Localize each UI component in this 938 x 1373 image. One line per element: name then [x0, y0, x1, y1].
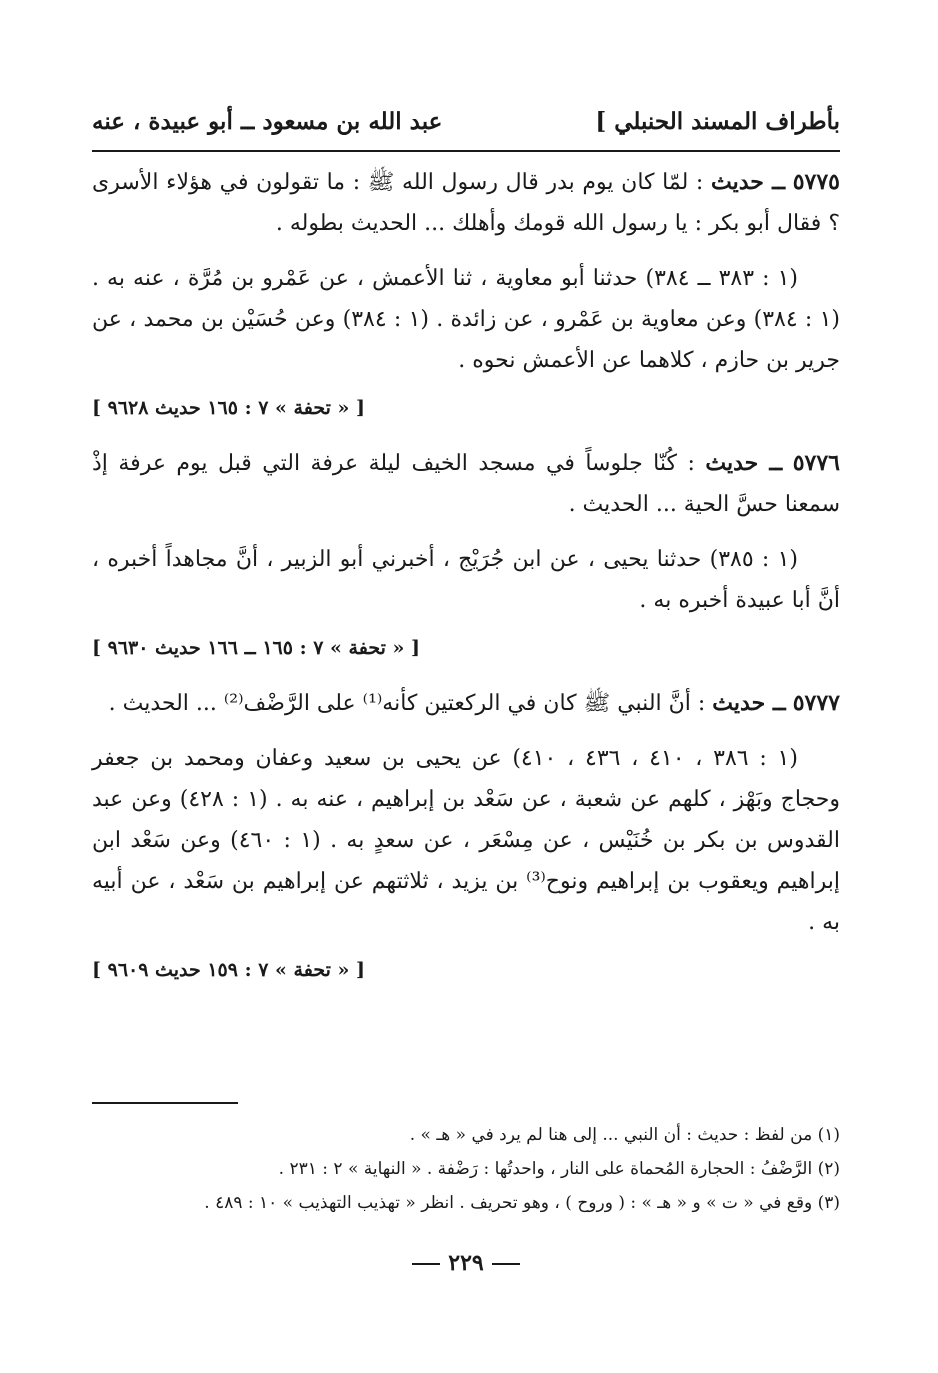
footnote-2: (٢) الرَّضْفُ : الحجارة المُحماة على النار ، واحدتُها : رَضْفة . « النهاية » ٢ : ٢٣١ . — [278, 1159, 840, 1179]
tuhfa-reference-text: [ « تحفة » ٧ : ١٦٥ حديث ٩٦٢٨ ] — [92, 397, 365, 419]
tuhfa-reference-text: [ « تحفة » ٧ : ١٦٥ ــ ١٦٦ حديث ٩٦٣٠ ] — [92, 637, 420, 659]
page-number-footer — [92, 1250, 840, 1276]
main-text — [92, 162, 840, 1005]
hadith-text: : أنَّ النبي ﷺ كان في الركعتين كأنه⁽¹⁾ على الرَّضْف⁽²⁾ ... الحديث . — [108, 691, 706, 716]
hadith-entry — [92, 162, 840, 244]
hadith-number: ٥٧٧٧ — [792, 690, 840, 716]
running-header — [92, 96, 840, 146]
footnote-3: (٣) وقع في « ت » و « هـ » : ( وروح ) ، وهو تحريف . انظر « تهذيب التهذيب » ١٠ : ٤٨٩ . — [204, 1193, 840, 1213]
tuhfa-reference — [92, 953, 840, 987]
isnad-chain: (١ : ٣٨٦ ، ٤١٠ ، ٤٣٦ ، ٤١٠) عن يحيى بن سعيد وعفان ومحمد بن جعفر وحجاج وبَهْز ، كلهم عن شعبة ، عن سَعْد بن إبراهيم ، عنه به . (١ : ٤٢٨) وعن عبد القدوس بن بكر بن خُنَيْس ، عن مِسْعَر ، عن سعدٍ به . (١ : ٤٦٠) وعن سَعْد ابن إبراهيم ويعقوب بن إبراهيم ونوح⁽³⁾ بن يزيد ، ثلاثتهم عن إبراهيم بن سَعْد ، عن أبيه به . — [92, 746, 840, 935]
tuhfa-reference — [92, 391, 840, 425]
footnote-separator — [92, 1102, 238, 1104]
dash-left — [492, 1263, 520, 1265]
tuhfa-reference — [92, 631, 840, 665]
header-book-title: بأطراف المسند الحنبلي ] — [595, 107, 840, 135]
tuhfa-reference-text: [ « تحفة » ٧ : ١٥٩ حديث ٩٦٠٩ ] — [92, 959, 365, 981]
hadith-number: ٥٧٧٥ — [792, 169, 840, 195]
dash-right — [412, 1263, 440, 1265]
footnote-1: (١) من لفظ : حديث : أن النبي ... إلى هنا لم يرد في « هـ » . — [409, 1125, 840, 1145]
footnotes — [92, 1118, 840, 1220]
hadith-label: ــ حديث — [710, 169, 786, 195]
book-page — [92, 96, 840, 1296]
hadith-entry — [92, 443, 840, 525]
isnad-chain: (١ : ٣٨٥) حدثنا يحيى ، عن ابن جُرَيْج ، أخبرني أبو الزبير ، أنَّ مجاهداً أخبره ، أنَّ أبا عبيدة أخبره به . — [92, 547, 840, 613]
hadith-number: ٥٧٧٦ — [792, 450, 840, 476]
hadith-text: : لمّا كان يوم بدر قال رسول الله ﷺ : ما تقولون في هؤلاء الأسرى ؟ فقال أبو بكر : يا رسول الله قومك وأهلك ... الحديث بطوله . — [92, 170, 840, 236]
hadith-text: : كُنّا جلوساً في مسجد الخيف ليلة عرفة التي قبل يوم عرفة إذْ سمعنا حسَّ الحية ... الحديث . — [92, 451, 840, 517]
isnad-chain: (١ : ٣٨٣ ــ ٣٨٤) حدثنا أبو معاوية ، ثنا الأعمش ، عن عَمْرو بن مُرَّة ، عنه به . (١ : ٣٨٤) وعن معاوية بن عَمْرو ، عن زائدة . (١ : ٣٨٤) وعن حُسَيْن بن محمد ، عن جرير بن حازم ، كلاهما عن الأعمش نحوه . — [92, 266, 840, 373]
header-rule — [92, 150, 840, 152]
hadith-label: ــ حديث — [705, 450, 783, 476]
page-number: ٢٢٩ — [448, 1250, 484, 1276]
hadith-label: ــ حديث — [712, 690, 786, 716]
hadith-entry — [92, 683, 840, 724]
header-chapter-title: عبد الله بن مسعود ــ أبو عبيدة ، عنه — [92, 107, 443, 135]
